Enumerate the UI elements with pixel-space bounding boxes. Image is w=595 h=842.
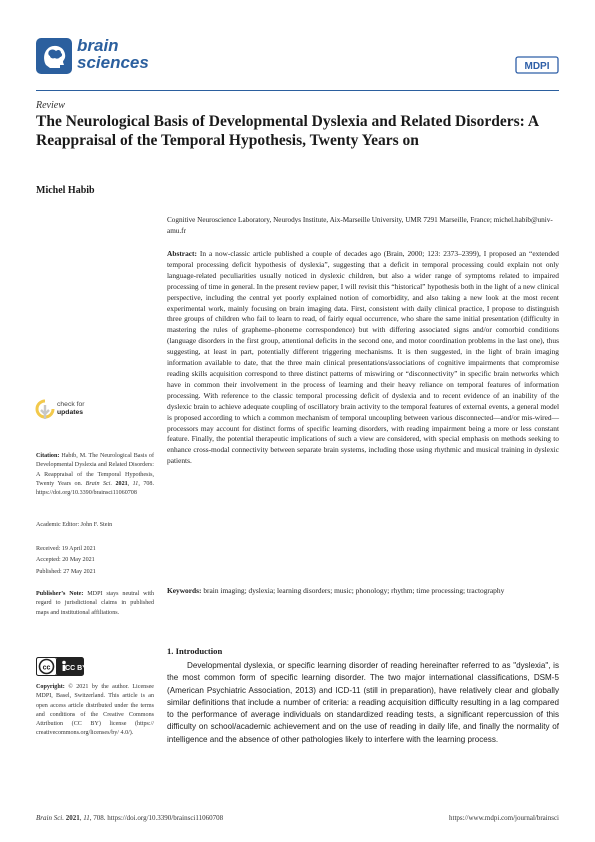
date-accepted: Accepted: 20 May 2021 bbox=[36, 557, 95, 564]
copyright-label: Copyright: bbox=[36, 684, 65, 690]
footer-volume: 11 bbox=[83, 814, 90, 822]
copyright-text: © 2021 by the author. Licensee MDPI, Basel, Switzerland. This article is an open access article distributed under the terms and conditions of the Creative Commons Attribution (CC BY) license (https:// creativecommons.org/licenses/by/ 4.0/). bbox=[36, 684, 154, 737]
publisher-note-text: MDPI stays neutral with regard to jurisdictional claims in published maps and institutional affiliations. bbox=[36, 591, 154, 616]
footer-year: 2021 bbox=[65, 814, 80, 822]
citation-year: 2021 bbox=[115, 480, 128, 487]
svg-text:cc: cc bbox=[42, 664, 51, 672]
citation-label: Citation: bbox=[36, 453, 60, 459]
affiliation: Cognitive Neuroscience Laboratory, Neurodys Institute, Aix-Marseille University, UMR 7291 Marseille, France; michel.habib@univ-amu.fr bbox=[167, 216, 553, 235]
cc-by-license-icon[interactable] bbox=[36, 657, 87, 676]
article-title: The Neurological Basis of Developmental Dyslexia and Related Disorders: A Reappraisal of the Temporal Hypothesis, Twenty Years on bbox=[36, 113, 539, 149]
citation-journal: Brain Sci. bbox=[85, 480, 112, 487]
introduction-paragraph: Developmental dyslexia, or specific learning disorder of reading hereinafter referred to as "dyslexia", is the most common form of specific learning disorder. The two major international classifications, DSM-5 (American Psychiatric Association, 2013) and ICD-11 (still in preparation), have relatively clear and globally similar definitions that include a number of criteria: a reading acquisition difficulty resulting in a lag compared to the performance of average individuals on standardized reading tests, a significant repercussion of this difficulty on school/academic achievement and on the use of reading in daily life, and finally the normality of intelligence and the absence of other pathologies likely to interfere with the learning process. bbox=[167, 661, 559, 744]
date-received: Received: 19 April 2021 bbox=[36, 546, 96, 552]
abstract-label: Abstract: bbox=[167, 249, 197, 258]
check-for-updates-icon[interactable] bbox=[36, 400, 54, 420]
footer-citation: Brain Sci. 2021, 11, 708. https://doi.org/10.3390/brainsci11060708 bbox=[36, 814, 224, 822]
cc-by-text: CC BY bbox=[65, 665, 87, 672]
academic-editor: Academic Editor: John F. Stein bbox=[36, 522, 113, 528]
citation-block: Citation: Habib, M. The Neurological Basis of Developmental Dyslexia and Related Disorders: A Reappraisal of the Temporal Hypothesis, Twenty Years on. Brain Sci. 2021, 11, 708. https://doi.org/10.3390/brainsci11060708 bbox=[36, 453, 154, 497]
date-published: Published: 27 May 2021 bbox=[36, 568, 96, 575]
journal-name bbox=[77, 37, 197, 71]
publisher-note-label: Publisher’s Note: bbox=[36, 591, 84, 597]
publisher-note bbox=[36, 590, 154, 618]
keywords-label: Keywords: bbox=[167, 586, 202, 595]
article-type: Review bbox=[36, 100, 65, 111]
journal-name-line1: brain bbox=[77, 36, 119, 55]
mdpi-logo-text: MDPI bbox=[524, 61, 550, 72]
abstract-text: In a now-classic article published a couple of decades ago (Brain, 2000; 123: 2373–2399), I proposed an “extended temporal processing deficit hypothesis of dyslexia”, suggesting that a deficit in temporal processing could explain not only language-related peculiarities usually noticed in dyslexic children, but also a wider range of symptoms related to impaired processing of time in general. In the present review paper, I will revisit this “historical” hypothesis both in the light of a new clinical perspective, including the central yet poorly explained notion of comorbidity, and also taking a new look at the most recent experimental work, mainly focusing on brain imaging data. First, consistent with daily clinical practice, I propose to distinguish three groups of children who fail to learn to read, of fairly equal occurrence, who share the same initial presentation (difficulty in mastering the rules of grapheme–phoneme correspondence) but with differing associated signs and/or comorbid conditions (language disorders in the first group, attentional deficits in the second one, and motor coordination problems in the last one), thus suggesting, at least in part, potentially different triggering mechanisms. It is then suggested, in the light of brain imaging information available to date, that the three main clinical presentations/associations of cognitive impairments that compromise reading skills acquisition correspond to three distinct patterns of miswiring or “disconnectivity” in specific brain networks which have in common their involvement in the process of learning and their heavy reliance on temporal features of information processing. With reference to the classic temporal processing deficit of dyslexia and to recent evidence of an inability of the dyslexic brain to achieve adequate coupling of oscillatory brain activity to the temporal features of external events, a general model is proposed according to which a common mechanism of temporal uncoupling between various disconnected—and/or mis-wired—processors may account for distinct forms of specific learning disorders, with reading impairment being a more or less constant feature. Finally, the potential therapeutic implications of such a view are considered, with special emphasis on methods seeking to enhance cross-modal connectivity between separate brain systems, including those using rhythmic and musical training in dyslexic patients. bbox=[167, 249, 559, 466]
check-for-updates-line1: check for bbox=[57, 401, 85, 408]
footer-journal-url[interactable]: https://www.mdpi.com/journal/brainsci bbox=[449, 814, 559, 822]
dates-block bbox=[36, 545, 154, 579]
footer-doi[interactable]: , 708. https://doi.org/10.3390/brainsci11060708 bbox=[89, 814, 224, 822]
author-name: Michel Habib bbox=[36, 185, 95, 196]
abstract bbox=[167, 249, 559, 467]
header-divider bbox=[36, 90, 559, 91]
copyright-block bbox=[36, 683, 154, 739]
journal-name-line2: sciences bbox=[77, 53, 149, 72]
section-heading-introduction: 1. Introduction bbox=[167, 646, 223, 656]
keywords-text: brain imaging; dyslexia; learning disorders; music; phonology; rhythm; time processing; tractography bbox=[203, 586, 505, 595]
brain-head-icon bbox=[36, 38, 72, 74]
citation-doi[interactable]: , 708. https://doi.org/10.3390/brainsci11060708 bbox=[36, 480, 154, 497]
keywords bbox=[167, 586, 559, 597]
citation-volume: 11 bbox=[132, 480, 139, 487]
footer-journal: Brain Sci. bbox=[36, 814, 64, 822]
check-for-updates[interactable] bbox=[57, 401, 137, 417]
mdpi-logo bbox=[515, 56, 559, 74]
check-for-updates-line2: updates bbox=[57, 409, 84, 416]
citation-text: Habib, M. The Neurological Basis of Developmental Dyslexia and Related Disorders: A Reappraisal of the Temporal Hypothesis, Twenty Years on. bbox=[36, 453, 154, 487]
